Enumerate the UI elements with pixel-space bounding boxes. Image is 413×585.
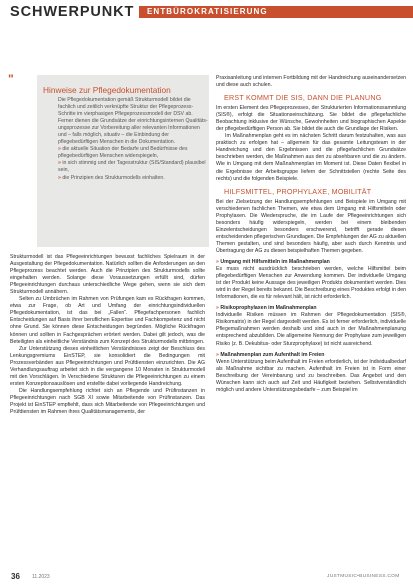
issue-date: 11.2023 <box>32 574 50 580</box>
paragraph: Die Handlungsempfehlung richtet sich an Pflegende und Prüfinstanzen in Pflegeeinrichtungen nach SGB XI sowie Mitarbeitende von Prüfinstanzen. Das Projekt ist EinSTEP empfiehlt, dass sich Mitarbeitende von Pflegeeinrichtungen und Prüfdiensten im Rahmen ihres Qualitätsmanagements, der <box>10 387 205 416</box>
info-box-item: » die Prinzipien des Strukturmodells einhalten. <box>58 174 165 181</box>
paragraph: Selten zu Umbrüchen im Rahmen von Prüfungen kam es Rückfragen kommen, etwa zur Frage, ob Art und Umfang der einrichtungsindividuellen Pflegedokumentation, ist das bei „Fallen“. Pflegefachpersonen fachlich Entscheidungen auf Basis ihrer beruflichen Expertise und Fachkompetenz und nicht ohne Grund. Sie können diese Entscheidungen begründen. Mögliche Rückfragen können und sollten in Fachgesprächen erörtert werden. Dabei gilt jedoch, was die Beteiligten als einheitliche Verständnis zum Konzept des Strukturmodells mitbringen. <box>10 296 205 345</box>
info-box-item: » in sich stimmig und der Tagesstruktur (SIS/Standard) plausibel sein, <box>58 160 206 174</box>
paragraph: Zur Unterstützung dieses einheitlichen Verständnisses zeigt der Beschluss des Lenkungsgremiums EinSTEP, sie konsolidiert die Bedingungen mit Prozessverbänden aus Pflegeeinrichtungen und Prüfdiensten einzurichten. Die AG Verhandlungsauftrag arbeitet sich in die vergangene 10 Monaten in Strukturmodell mit den Vorschlägen. In Verschiedene Strukturen die Pflegeeinrichtungen zu einem ersten Konzeptionsauslösen und erstellte dabei vorliegende Handreichung. <box>10 345 205 387</box>
paragraph: Im Maßnahmenplan geht es im nächsten Schritt darum festzuhalten, was aus praktisch zu erfolgen hat – allgemein für das gesamte Leitungsteam in der Handreichung und den Ergebnissen und die pflegefachlichen Grundsätze beschrieben werden, die Maßnahmen aus den zu absehbaren und die zu ändern. Wie in Umgang mit dem Maßnahmenplan im Moment ist. Diese Daten flexibel in die Ergebnisse der Arbeitsgruppe liefern der Schnittstellen (rechte Seite des rechts) und die folgenden Beispiele. <box>216 133 406 182</box>
section-title: SCHWERPUNKT <box>10 4 135 20</box>
list-item: » Maßnahmenplan zum Aufenthalt im Freien Wenn Unterstützung beim Aufenthalt im Freien erforderlich, ist der Individualbedarf als Maßnahme sichtbar zu machen. Aufenthalt im Freien ist in Form einer Beschreibung der Vereinbarung und zu beschreiben. Das Angebot und den Wünschen kann sich auch auf Zeit und Häufigkeit beziehen. Selbstverständlich möglich und andere Unterstützungsbedarfe – zum Beispiel im <box>216 351 406 393</box>
paragraph: Praxisanleitung und internen Fortbildung mit der Handreichung auseinandersetzen und diese auch schulen. <box>216 75 406 89</box>
paragraph: Im ersten Element des Pflegeprozesses, der Strukturierten Informationssammlung (SIS®), erfolgt die Situationseinschätzung. Sie bildet die pflegefachliche Beobachtung inklusive der Wünsche, Gewohnheiten und biographischen Aspekte der pflegebedürftigen Person ab. Sie bildet die auch die Grundlage der Risiken. <box>216 105 406 133</box>
info-box-title: Hinweise zur Pflegedokumentation <box>43 85 171 95</box>
info-box-item: » die aktuelle Situation der Bedarfe und Bedürfnisse des pflegebedürftigen Menschen widerspiegeln, <box>58 146 188 160</box>
arrow-icon: » <box>216 351 221 358</box>
arrow-icon: » <box>58 174 63 181</box>
left-column <box>10 254 205 416</box>
paragraph: Bei der Zielsetzung der Handlungsempfehlungen und Beispiele im Umgang mit verschiedenen fachlichen Themen, wie etwa dem Umgang mit Hilfsmitteln oder Prophylaxen. Die Wiederspruche, die im Laufe der Pflegeeinrichtungen sich besonders häufig widerspiegeln, werden bei einem bleibenden Einzelentscheidungen besonders erschwerend, betrifft gerade diesen entscheidenden pflegerischen Grundlagen. Die Empfehlungen der AG zu aktuellen Themen gestalten, und sind besonders häufig, aber auch durch Kenntnis und Übertragung der AG zu diesen beispielhaften Themen gegeben. <box>216 198 406 254</box>
info-box-text <box>58 97 208 182</box>
subheading: ERST KOMMT DIE SIS, DANN DIE PLANUNG <box>224 93 382 103</box>
page-footer <box>0 570 413 585</box>
arrow-icon: » <box>216 258 221 265</box>
section-subtitle: ENTBÜROKRATISIERUNG <box>147 7 268 16</box>
arrow-icon: » <box>216 305 221 312</box>
arrow-icon: » <box>58 146 63 153</box>
quote-icon: " <box>8 72 13 86</box>
page-number: 36 <box>11 572 20 581</box>
subheading: HILFSMITTEL, PROPHYLAXE, MOBILITÄT <box>224 186 372 196</box>
info-box-intro: Die Pflegedokumentation gemäß Strukturmodell bildet die fachlich und zeitlich verknüpfte Struktur der Pflegeprozess-Schritte im vierphasigen Pflegeprozessmodell der DSV ab. Ferner dienen die Grundsätze der einrichtungsinternen Qualitätsungsprozesse zur Vorbereitung aller relevanten Informationen und – falls möglich, situativ – die Einbindung der pflegebedürftigen Menschen in die Dokumentation. <box>58 97 208 146</box>
paragraph: Strukturmodell ist das Pflegeeinrichtungen bewusst fachliches Spielraum in der Ausgestaltung der Pflegedokumentation. Natürlich sollten die Anforderungen an den Pflegeprozess beachtet werden. Auch die Prinzipien des Strukturmodells sollte eingehalten werden. Solange diese Voraussetzungen erfüllt sind, dürfen Pflegeeinrichtungen durchaus unterschiedliche Wege gehen, wenn sie sich dem Strukturmodell annähern. <box>10 254 205 296</box>
arrow-icon: » <box>58 160 63 167</box>
footer-url: JUSTMUSIC•BUSINESS.COM <box>327 574 400 579</box>
list-item: » Umgang mit Hilfsmitteln im Maßnahmenplan Es muss nicht ausdrücklich beschrieben werden, welche Hilfsmittel beim pflegebedürftigen Menschen zur Anwendung kommen. Der individuelle Umgang ist der Produkt keine Aussage des jeweiligen Produkts dokumentiert werden. Dies wird in der Regel bereits bekannt. Die Beschreibung eines Produktes erfolgt in den Informationen, die es für relevant hält, ist nicht erforderlich. <box>216 258 406 301</box>
list-item: » Risikoprophylaxen im Maßnahmenplan Individuelle Risiken müssen im Rahmen der Pflegedokumentation (SIS®, Risikomatrix) in der Regel dargestellt werden. Es ist ferner erforderlich, individuelle Pflegemaßnahmen werden deshalb und sind auch in der Maßnahmenplanung entsprechend abzubilden. Die allgemeine Nennung der Prophylaxe zum jeweiligen Risiko (z. B. Dekubitus- oder Sturzprophylaxe) ist nicht ausreichend. <box>216 305 406 347</box>
right-column <box>216 75 406 394</box>
page-header <box>0 0 413 26</box>
